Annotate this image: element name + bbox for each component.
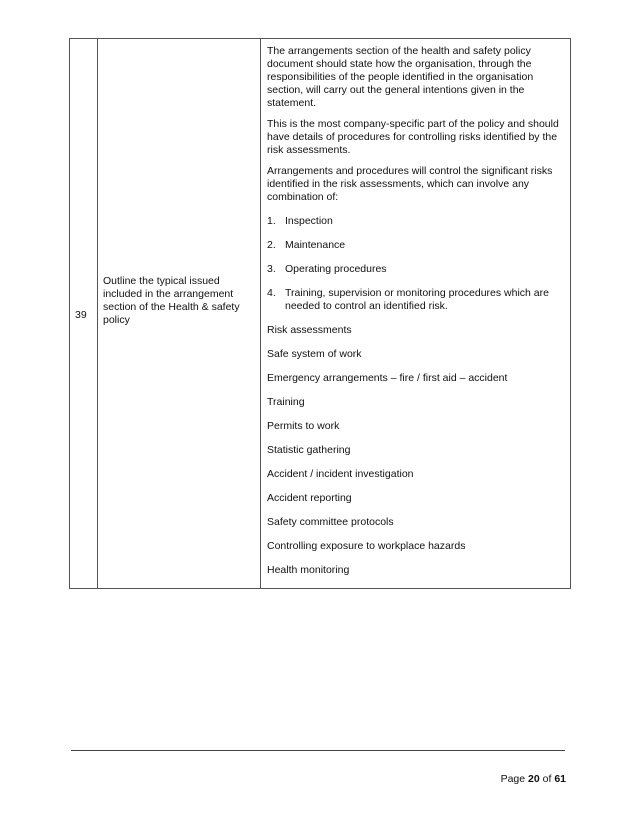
list-item — [267, 263, 564, 276]
list-item-number: 2. — [267, 239, 276, 251]
qa-table — [69, 38, 571, 589]
answer-paragraph: The arrangements section of the health and safety policy document should state how the organisation, through the responsibilities of the people identified in the organisation section, will carry out the general intentions given in the statement. — [267, 45, 534, 109]
list-item-number: 1. — [267, 215, 276, 227]
list-item-number: 3. — [267, 263, 276, 275]
list-item: Accident / incident investigation — [267, 468, 414, 480]
list-item-text: Maintenance — [285, 239, 346, 251]
arrangement-items-list — [267, 324, 564, 577]
table-row — [70, 39, 571, 589]
list-item: Risk assessments — [267, 324, 352, 336]
list-item: Accident reporting — [267, 492, 352, 504]
total-pages: 61 — [554, 773, 566, 785]
answer-cell — [261, 39, 571, 589]
question-text: Outline the typical issued included in the arrangement section of the Health & safety policy — [103, 274, 240, 326]
list-item: Safety committee protocols — [267, 516, 394, 528]
answer-paragraph: This is the most company-specific part of the policy and should have details of procedures for controlling risks identified by the risk assessments. — [267, 118, 559, 156]
list-item — [267, 239, 564, 252]
question-cell — [98, 39, 261, 589]
list-item: Permits to work — [267, 420, 340, 432]
list-item — [267, 215, 564, 228]
numbered-list — [267, 215, 564, 313]
list-item-text: Operating procedures — [285, 263, 387, 275]
answer-paragraph: Arrangements and procedures will control the significant risks identified in the risk assessments, which can involve any combination of: — [267, 165, 553, 203]
current-page: 20 — [528, 773, 540, 785]
footer-divider — [71, 750, 565, 751]
of-label: of — [542, 773, 552, 785]
list-item-text: Inspection — [285, 215, 333, 227]
list-item: Emergency arrangements – fire / first aid – accident — [267, 372, 508, 384]
list-item — [267, 287, 564, 313]
list-item-number: 4. — [267, 287, 276, 299]
list-item: Training — [267, 396, 305, 408]
list-item: Controlling exposure to workplace hazards — [267, 540, 466, 552]
list-item: Safe system of work — [267, 348, 362, 360]
page-label: Page — [500, 773, 526, 785]
list-item: Statistic gathering — [267, 444, 351, 456]
question-number-cell — [70, 39, 98, 589]
page-number — [501, 773, 566, 785]
question-number: 39 — [75, 308, 87, 321]
list-item: Health monitoring — [267, 564, 350, 576]
list-item-text: Training, supervision or monitoring procedures which are needed to control an identified risk. — [285, 287, 549, 312]
